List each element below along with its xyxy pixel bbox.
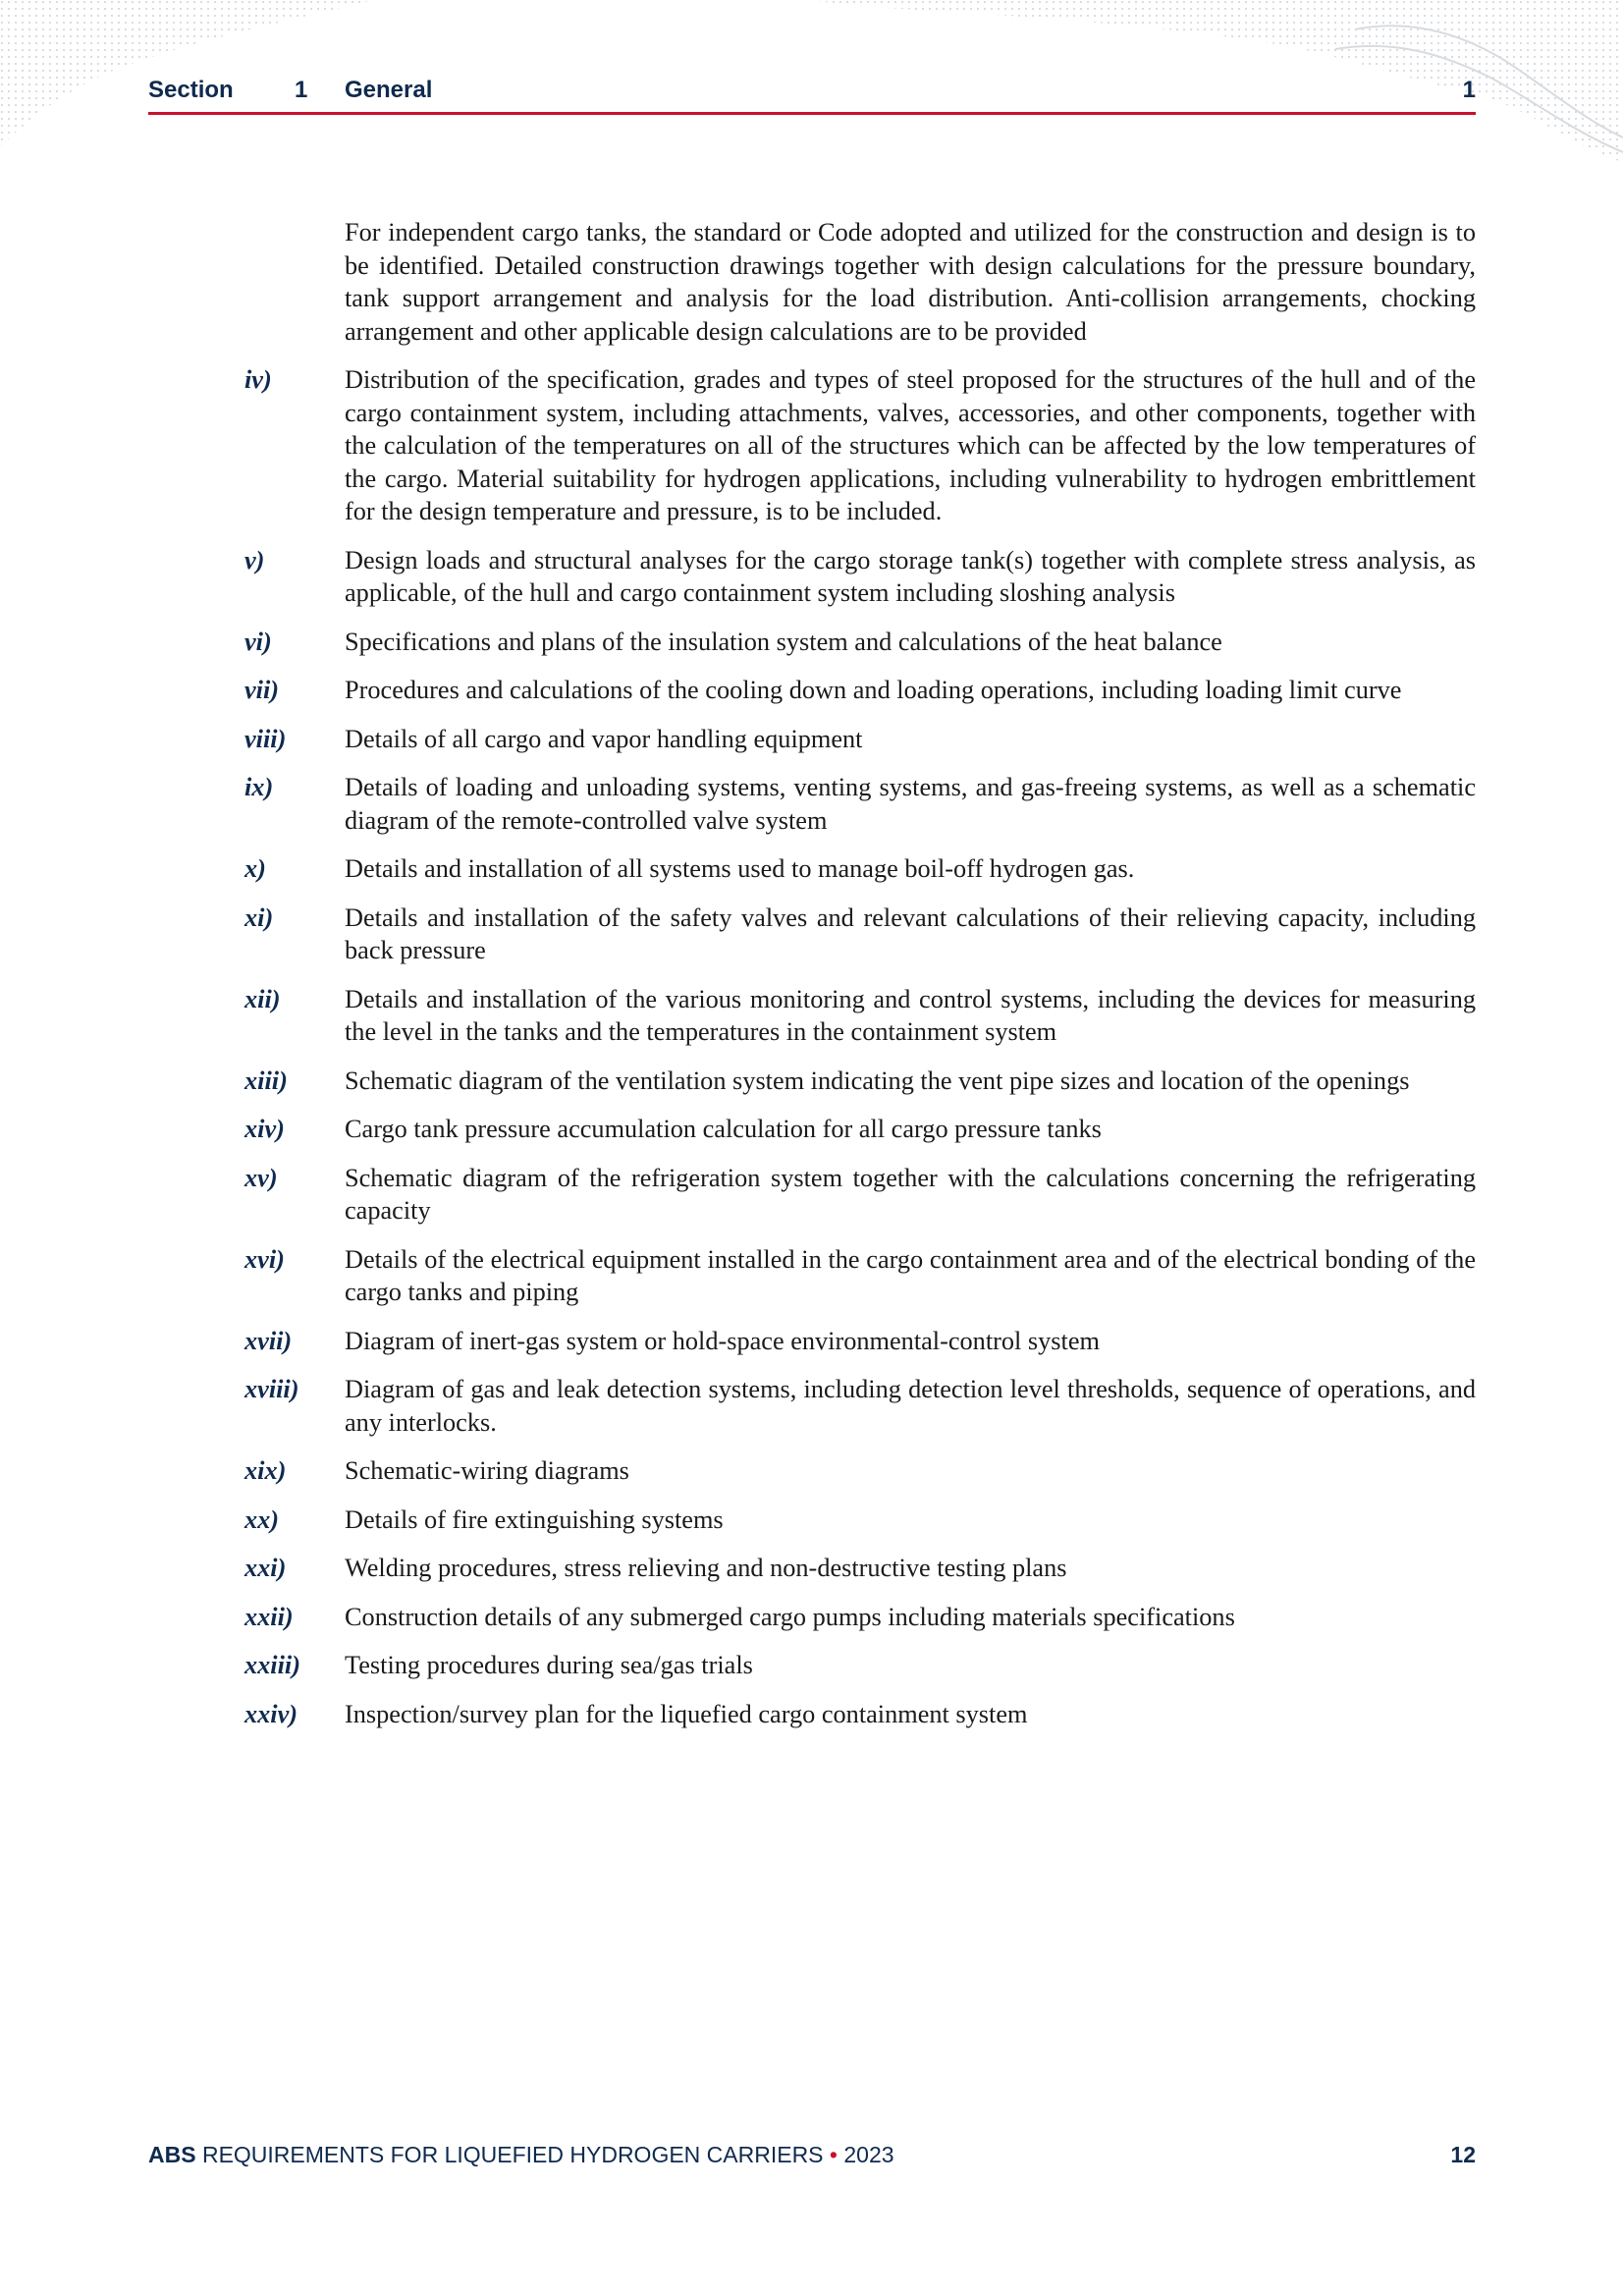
list-item-label: xiv) [244,1115,285,1143]
list-item-text: Schematic diagram of the refrigeration system together with the calculations concerning the refrigerating capacity [345,1163,1476,1225]
list-item-text: Schematic-wiring diagrams [345,1456,629,1485]
section-label: Section [148,77,234,103]
list-item-label: v) [244,545,265,574]
list-item-text: Testing procedures during sea/gas trials [345,1651,753,1679]
list-item-text: Details of loading and unloading systems, venting systems, and gas-freeing systems, as well as a schematic diagram of the remote-controlled valve system [345,773,1476,835]
list-item-label: xx) [244,1504,280,1534]
list-item [148,1065,1476,1098]
list-item-text: Details and installation of the safety valves and relevant calculations of their relieving capacity, including back pressure [345,902,1476,964]
page-number: 12 [1450,2142,1476,2167]
list-item-text: Procedures and calculations of the cooling down and loading operations, including loading limit curve [345,676,1402,704]
list-item-text: Diagram of inert-gas system or hold-space environmental-control system [345,1326,1100,1355]
footer-title [148,2142,894,2168]
list-item-text: Details and installation of the various monitoring and control systems, including the devices for measuring the level in the tanks and the temperatures in the containment system [345,984,1476,1046]
list-item [148,852,1476,886]
list-item [148,674,1476,707]
list-item-text: Details of all cargo and vapor handling equipment [345,724,863,753]
footer-year: 2023 [843,2142,894,2167]
list-item [148,771,1476,837]
header-divider [148,112,1476,115]
list-item [148,1601,1476,1634]
intro-paragraph: For independent cargo tanks, the standard or Code adopted and utilized for the construction and design is to be identified. Detailed construction drawings together with design calculations for the pressure boundary, tank support arrangement and analysis for the load distribution. Anti-collision arrangements, chocking arrangement and other applicable design calculations are to be provided [345,218,1476,346]
list-item [148,1325,1476,1358]
list-item [148,1373,1476,1439]
list-item [148,1113,1476,1146]
list-item-label: xxiii) [244,1651,300,1679]
list-item-text: Details and installation of all systems used to manage boil-off hydrogen gas. [345,854,1135,883]
list-item-text: Specifications and plans of the insulation system and calculations of the heat balance [345,627,1222,656]
footer-brand: ABS [148,2142,196,2167]
list-item-text: Welding procedures, stress relieving and non-destructive testing plans [345,1554,1067,1582]
section-number: 1 [295,77,308,103]
chapter-number: 1 [1462,77,1476,103]
list-item [148,544,1476,610]
list-item-text: Cargo tank pressure accumulation calculation for all cargo pressure tanks [345,1115,1102,1143]
list-item [148,723,1476,756]
list-item-text: Design loads and structural analyses for the cargo storage tank(s) together with complete stress analysis, as applicable, of the hull and cargo containment system including sloshing analysis [345,545,1476,607]
list-item-text: Details of fire extinguishing systems [345,1504,724,1534]
list-item [148,983,1476,1049]
list-item [148,1503,1476,1537]
list-item [148,1552,1476,1585]
list-item-label: xi) [244,902,274,932]
list-item-label: xviii) [244,1375,299,1403]
list-item-text: Construction details of any submerged cargo pumps including materials specifications [345,1602,1235,1631]
document-body [148,216,1476,1746]
section-title: General [345,77,433,103]
list-item-text: Distribution of the specification, grades and types of steel proposed for the structures of the hull and of the cargo containment system, including attachments, valves, accessories, and other components, together with the calculation of the temperatures on all of the structures which can be affected by the low temperatures of the cargo. Material suitability for hydrogen applications, including vulnerability to hydrogen embrittlement for the design temperature and pressure, is to be included. [345,365,1476,525]
list-item [148,363,1476,528]
list-item-text: Diagram of gas and leak detection systems, including detection level thresholds, sequence of operations, and any interlocks. [345,1375,1476,1437]
list-item-label: xxi) [244,1554,287,1582]
list-item [148,1454,1476,1488]
page-footer [148,2142,1476,2173]
list-item-text: Schematic diagram of the ventilation system indicating the vent pipe sizes and location of the openings [345,1066,1410,1095]
list-item-label: xiii) [244,1066,288,1095]
list-item-label: xv) [244,1163,278,1192]
list-item-label: viii) [244,724,287,753]
page-header [148,73,1476,114]
footer-document-title: REQUIREMENTS FOR LIQUEFIED HYDROGEN CARRIERS [201,2142,824,2167]
list-item-label: iv) [244,365,272,394]
list-item-label: xvi) [244,1244,285,1274]
list-item [148,1243,1476,1309]
list-item [148,1162,1476,1228]
list-item-text: Details of the electrical equipment installed in the cargo containment area and of the electrical bonding of the cargo tanks and piping [345,1244,1476,1306]
list-item-label: xii) [244,984,281,1013]
list-item-label: xvii) [244,1326,293,1355]
list-item-label: vii) [244,676,280,704]
list-item-label: vi) [244,627,272,656]
list-item-label: xix) [244,1456,287,1485]
footer-separator: • [829,2142,838,2167]
list-item [148,626,1476,659]
list-item-label: ix) [244,773,274,801]
list-item-label: x) [244,854,266,883]
list-item-label: xxiv) [244,1699,298,1728]
requirements-list [148,363,1476,1730]
list-item-label: xxii) [244,1602,294,1631]
list-item [148,902,1476,967]
list-item-text: Inspection/survey plan for the liquefied cargo containment system [345,1699,1028,1728]
list-item [148,1649,1476,1682]
list-item [148,1698,1476,1731]
